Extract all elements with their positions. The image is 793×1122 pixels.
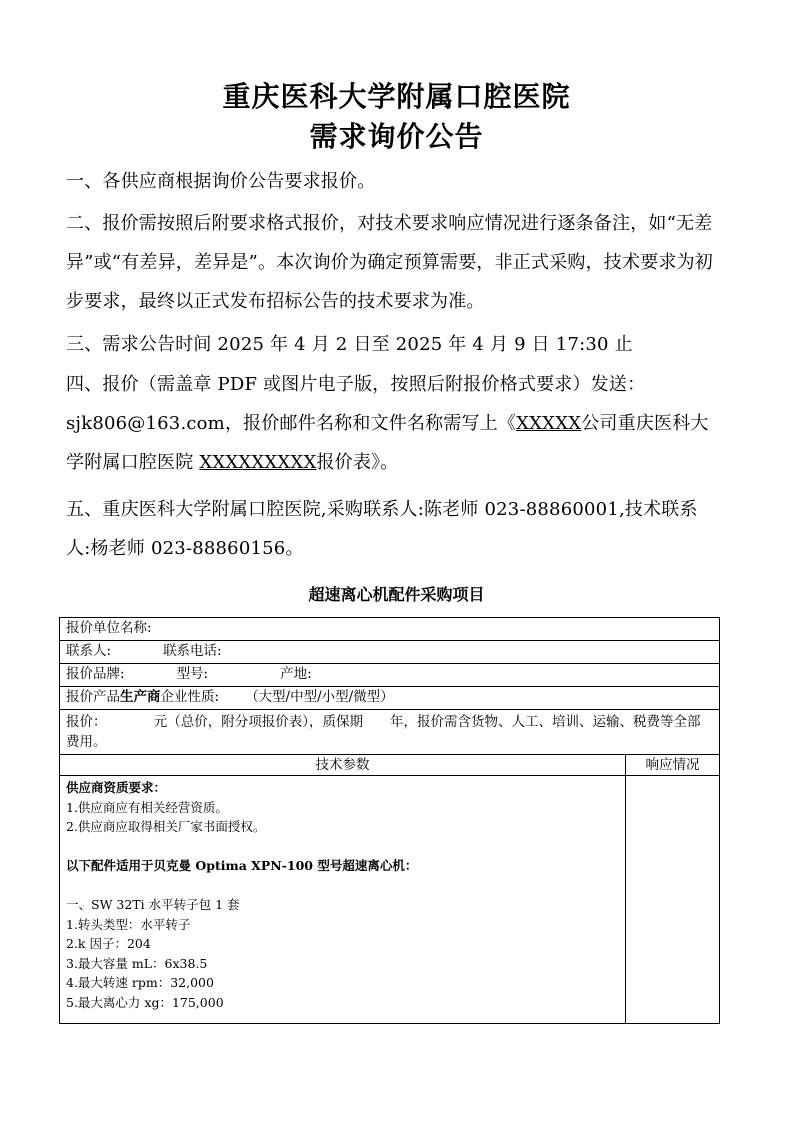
origin-label: 产地: <box>280 666 312 682</box>
response-header: 响应情况 <box>626 755 720 776</box>
document-subtitle: 需求询价公告 <box>309 120 484 153</box>
table-row <box>60 618 720 641</box>
list-item: 一、SW 32Ti 水平转子包 1 套 <box>66 897 240 912</box>
project-placeholder: XXXXXXXXX <box>199 452 317 473</box>
list-item: 5.最大离心力 xg：175,000 <box>66 994 224 1010</box>
document-title: 重庆医科大学附属口腔医院 <box>222 80 571 113</box>
table-title: 超速离心机配件采购项目 <box>308 585 485 604</box>
price-text: 报价： 元（总价，附分项报价表），质保期 年，报价需含货物、人工、培训、运输、税费等全部费用。 <box>66 714 701 750</box>
enterprise-nature-label: 企业性质: <box>160 689 220 705</box>
paragraph-2: 二、报价需按照后附要求格式报价，对技术要求响应情况进行逐条备注，如“无差异”或“有差异，差异是”。本次询价为确定预算需要，非正式采购，技术要求为初步要求，最终以正式发布招标公告的技术要求为准。 <box>66 213 714 312</box>
manufacturer-label: 生产商 <box>120 689 161 705</box>
product-label: 报价产品 <box>66 689 120 705</box>
company-placeholder: XXXXX <box>516 413 582 434</box>
phone-label: 联系电话: <box>163 643 222 659</box>
response-cell[interactable] <box>626 776 720 1024</box>
quotation-form-table <box>59 617 720 1024</box>
paragraph-4-text-b: 公司重庆医科大学附属口腔医院 <box>66 413 709 473</box>
contact-cell[interactable] <box>60 641 720 664</box>
list-item: 2.供应商应取得相关厂家书面授权。 <box>66 819 266 834</box>
paragraph-4 <box>66 365 721 482</box>
paragraph-3: 三、需求公告时间 2025 年 4 月 2 日至 2025 年 4 月 9 日 17:30 止 <box>66 334 633 355</box>
product-cell[interactable] <box>60 687 720 710</box>
list-item: 3.最大容量 mL：6x38.5 <box>66 955 208 971</box>
enterprise-size-options: （大型/中型/小型/微型） <box>245 689 394 705</box>
contact-label: 联系人: <box>66 643 112 659</box>
table-row <box>60 776 720 1024</box>
list-item: 1.转头类型：水平转子 <box>66 916 191 932</box>
applicability-heading: 以下配件适用于贝克曼 Optima XPN-100 型号超速离心机： <box>66 858 418 873</box>
table-row <box>60 687 720 710</box>
paragraph-4-text-c: 报价表》。 <box>316 452 399 473</box>
paragraph-1: 一、各供应商根据询价公告要求报价。 <box>66 171 376 192</box>
brand-label: 报价品牌: <box>66 666 125 682</box>
tech-params-cell <box>60 776 626 1024</box>
paragraph-4-text-a: 四、报价（需盖章 PDF 或图片电子版，按照后附报价格式要求）发送：sjk806@163.com，报价邮件名称和文件名称需写上《 <box>66 374 646 434</box>
unit-name-cell[interactable] <box>60 618 720 641</box>
list-item: 1.供应商应有相关经营资质。 <box>66 799 228 815</box>
table-row <box>60 664 720 687</box>
paragraph-5: 五、重庆医科大学附属口腔医院,采购联系人:陈老师 023-88860001,技术联系人:杨老师 023-88860156。 <box>66 499 698 559</box>
unit-name-label: 报价单位名称: <box>66 620 152 636</box>
table-header-row <box>60 755 720 776</box>
table-row <box>60 641 720 664</box>
brand-cell[interactable] <box>60 664 720 687</box>
qualification-heading: 供应商资质要求： <box>66 780 167 795</box>
list-item: 2.k 因子：204 <box>66 936 151 951</box>
price-cell[interactable] <box>60 710 720 755</box>
tech-params-header: 技术参数 <box>60 755 626 776</box>
model-label: 型号: <box>176 666 209 682</box>
list-item: 4.最大转速 rpm：32,000 <box>66 975 214 990</box>
table-row <box>60 710 720 755</box>
